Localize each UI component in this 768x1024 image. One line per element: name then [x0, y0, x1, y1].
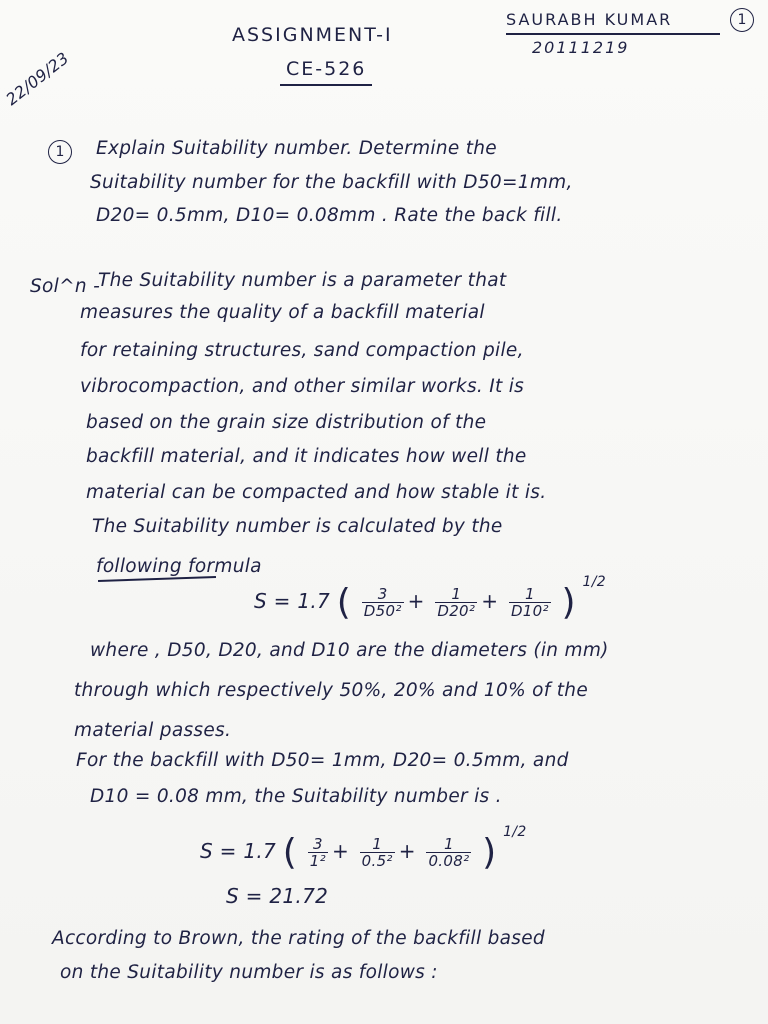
solution-line-9: following formula	[96, 556, 262, 577]
question-line-3: D20= 0.5mm, D10= 0.08mm . Rate the back fill.	[96, 205, 563, 226]
term-numerator: 1	[444, 835, 454, 853]
term-denominator: D10²	[510, 602, 549, 620]
term-denominator: 0.08²	[428, 852, 470, 870]
course-code: CE-526	[286, 58, 367, 80]
solution-line-8: The Suitability number is calculated by the	[92, 516, 503, 537]
formula-term-3	[426, 836, 471, 869]
formula-term-d50	[362, 586, 404, 619]
where-line-2: through which respectively 50%, 20% and 10% of the	[74, 680, 589, 701]
conclusion-line-1: According to Brown, the rating of the backfill based	[52, 928, 545, 949]
date: 22/09/23	[2, 48, 73, 109]
given-line-2: D10 = 0.08 mm, the Suitability number is .	[90, 786, 502, 807]
solution-line-3: for retaining structures, sand compaction pile,	[80, 340, 524, 361]
formula-term-1	[308, 836, 328, 869]
formula-lhs: S = 1.7	[254, 589, 331, 613]
solution-line-2: measures the quality of a backfill material	[80, 302, 485, 323]
formula-exponent: 1/2	[503, 824, 527, 840]
formula-term-d10	[509, 586, 551, 619]
assignment-title: ASSIGNMENT-I	[232, 24, 393, 46]
page-number: 1	[737, 12, 747, 28]
solution-line-6: backfill material, and it indicates how well the	[86, 446, 527, 467]
roll-number: 20111219	[532, 38, 630, 57]
solution-label: Sol^n -	[30, 276, 101, 297]
formula-term-2	[360, 836, 395, 869]
page-number-circle	[730, 8, 754, 32]
where-line-1: where , D50, D20, and D10 are the diameters (in mm)	[90, 640, 609, 661]
question-number-circle	[48, 140, 72, 164]
solution-line-1: The Suitability number is a parameter that	[98, 270, 507, 291]
term-denominator: 1²	[309, 852, 326, 870]
formula-lhs: S = 1.7	[200, 839, 277, 863]
where-line-3: material passes.	[74, 720, 232, 741]
question-line-2: Suitability number for the backfill with D50=1mm,	[90, 172, 573, 193]
close-paren: )	[561, 582, 576, 623]
student-name-underline	[506, 33, 720, 35]
substituted-formula: S = 1.7 ( $\frac{3}{\text{1²}}$ + $\frac{1}{\text{0.5²}}$ + $\frac{1}{\text{0.08²}}$ ) $^{1/2}$	[200, 824, 527, 873]
course-code-underline	[280, 84, 372, 86]
solution-line-7: material can be compacted and how stable it is.	[86, 482, 547, 503]
conclusion-line-2: on the Suitability number is as follows :	[60, 962, 438, 983]
question-line-1: Explain Suitability number. Determine the	[96, 138, 497, 159]
suitability-formula: S = 1.7 ( $\frac{3}{\text{D50²}}$ + $\frac{1}{\text{D20²}}$ + $\frac{1}{\text{D10²}}$ ) $^{1/2}$	[254, 574, 606, 623]
given-line-1: For the backfill with D50= 1mm, D20= 0.5mm, and	[76, 750, 569, 771]
term-denominator: 0.5²	[361, 852, 393, 870]
open-paren: (	[336, 582, 352, 623]
term-numerator: 1	[451, 585, 462, 603]
term-numerator: 1	[372, 835, 383, 853]
term-denominator: D20²	[437, 602, 476, 620]
solution-line-4: vibrocompaction, and other similar works. It is	[80, 376, 525, 397]
solution-line-5: based on the grain size distribution of the	[86, 412, 487, 433]
term-denominator: D50²	[363, 602, 402, 620]
question-number: 1	[55, 144, 65, 160]
term-numerator: 3	[377, 585, 388, 603]
formula-exponent: 1/2	[582, 574, 606, 590]
result: S = 21.72	[226, 884, 329, 908]
open-paren: (	[282, 832, 298, 873]
formula-term-d20	[435, 586, 477, 619]
student-name: SAURABH KUMAR	[506, 10, 673, 29]
term-numerator: 1	[524, 585, 535, 603]
close-paren: )	[482, 832, 497, 873]
term-numerator: 3	[312, 835, 323, 853]
